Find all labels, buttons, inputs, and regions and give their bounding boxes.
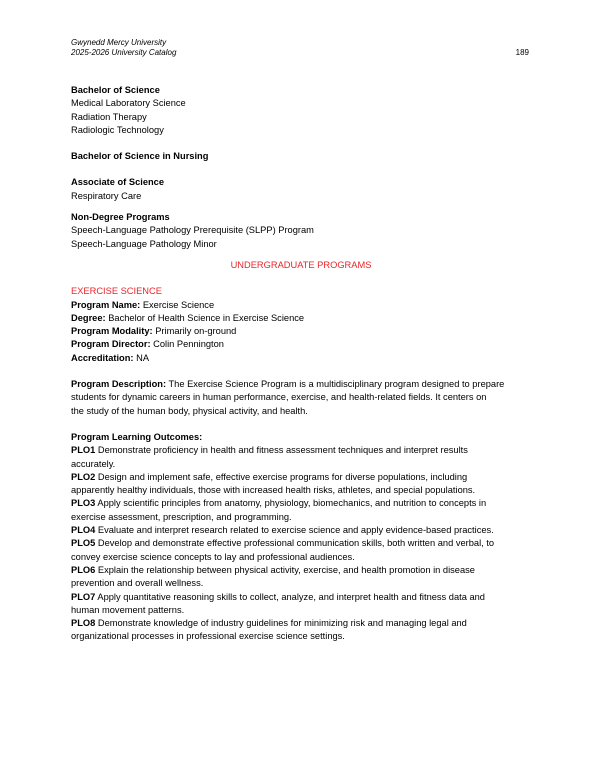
description-text: the study of the human body, physical activity, and health. [71, 405, 308, 416]
outcome-item: PLO5 Develop and demonstrate effective professional communication skills, both written and verbal, to convey exercise science concepts to lay and professional audiences. [71, 538, 495, 562]
program-title: EXERCISE SCIENCE [71, 286, 162, 297]
field-value: Colin Pennington [150, 339, 224, 350]
description-label: Program Description: [71, 379, 167, 390]
outcome-code: PLO2 [71, 471, 96, 482]
non-degree-item: Speech-Language Pathology Minor [71, 238, 217, 249]
outcomes-list [71, 444, 531, 643]
bs-item: Radiologic Technology [71, 124, 164, 135]
field-value: Bachelor of Health Science in Exercise Science [105, 312, 305, 323]
as-item: Respiratory Care [71, 190, 142, 201]
program-description [71, 378, 531, 418]
outcome-code: PLO5 [71, 538, 96, 549]
outcome-item: PLO8 Demonstrate knowledge of industry guidelines for minimizing risk and managing legal and organizational processes in professional exercise science settings. [71, 618, 467, 642]
field-label: Program Director: [71, 339, 151, 350]
non-degree-item: Speech-Language Pathology Prerequisite (SLPP) Program [71, 225, 314, 236]
outcome-item: PLO2 Design and implement safe, effective exercise programs for diverse populations, including apparently healthy individuals, those with increased health risks, athletes, and special populations. [71, 471, 476, 496]
outcome-item: PLO3 Apply scientific principles from anatomy, physiology, biomechanics, and nutrition to concepts in exercise assessment, prescription, and programming. [71, 498, 487, 522]
page-content [71, 84, 531, 644]
non-degree-heading: Non-Degree Programs [71, 212, 170, 223]
university-name: Gwynedd Mercy University [71, 38, 167, 47]
page-number: 189 [515, 48, 529, 57]
as-heading: Associate of Science [71, 177, 165, 188]
program-field [71, 299, 531, 312]
running-header [71, 38, 176, 58]
outcome-code: PLO4 [71, 525, 96, 536]
outcome-code: PLO7 [71, 591, 96, 602]
outcome-code: PLO8 [71, 618, 96, 629]
outcome-item: PLO7 Apply quantitative reasoning skills to collect, analyze, and interpret health and fitness data and human movement patterns. [71, 591, 485, 615]
outcome-item: PLO6 Explain the relationship between physical activity, exercise, and health promotion in disease prevention and overall wellness. [71, 564, 475, 589]
bsn-heading: Bachelor of Science in Nursing [71, 151, 209, 162]
field-label: Accreditation: [71, 352, 134, 363]
bs-item: Medical Laboratory Science [71, 98, 186, 109]
catalog-year: 2025-2026 University Catalog [71, 48, 177, 57]
outcome-item: PLO4 Evaluate and interpret research related to exercise science and apply evidence-based practices. [71, 525, 494, 536]
outcome-code: PLO1 [71, 445, 96, 456]
bs-item: Radiation Therapy [71, 111, 147, 122]
outcome-code: PLO3 [71, 498, 96, 509]
outcome-code: PLO6 [71, 564, 96, 575]
field-value: Primarily on-ground [152, 326, 237, 337]
program-field [71, 312, 531, 325]
outcomes-heading: Program Learning Outcomes: [71, 431, 203, 442]
field-value: NA [133, 352, 150, 363]
outcome-item: PLO1 Demonstrate proficiency in health and fitness assessment techniques and interpret results accurately. [71, 445, 468, 469]
bs-heading: Bachelor of Science [71, 85, 160, 95]
field-label: Program Modality: [71, 326, 153, 337]
field-value: Exercise Science [140, 299, 215, 310]
field-label: Degree: [71, 312, 106, 323]
description-text: students for dynamic careers in human performance, exercise, and health-related fields. It centers on [71, 392, 487, 403]
description-text: The Exercise Science Program is a multidisciplinary program designed to prepare [166, 379, 505, 390]
program-field [71, 352, 531, 365]
field-label: Program Name: [71, 299, 141, 310]
program-field [71, 338, 531, 351]
program-field [71, 325, 531, 338]
section-title: UNDERGRADUATE PROGRAMS [230, 259, 372, 270]
